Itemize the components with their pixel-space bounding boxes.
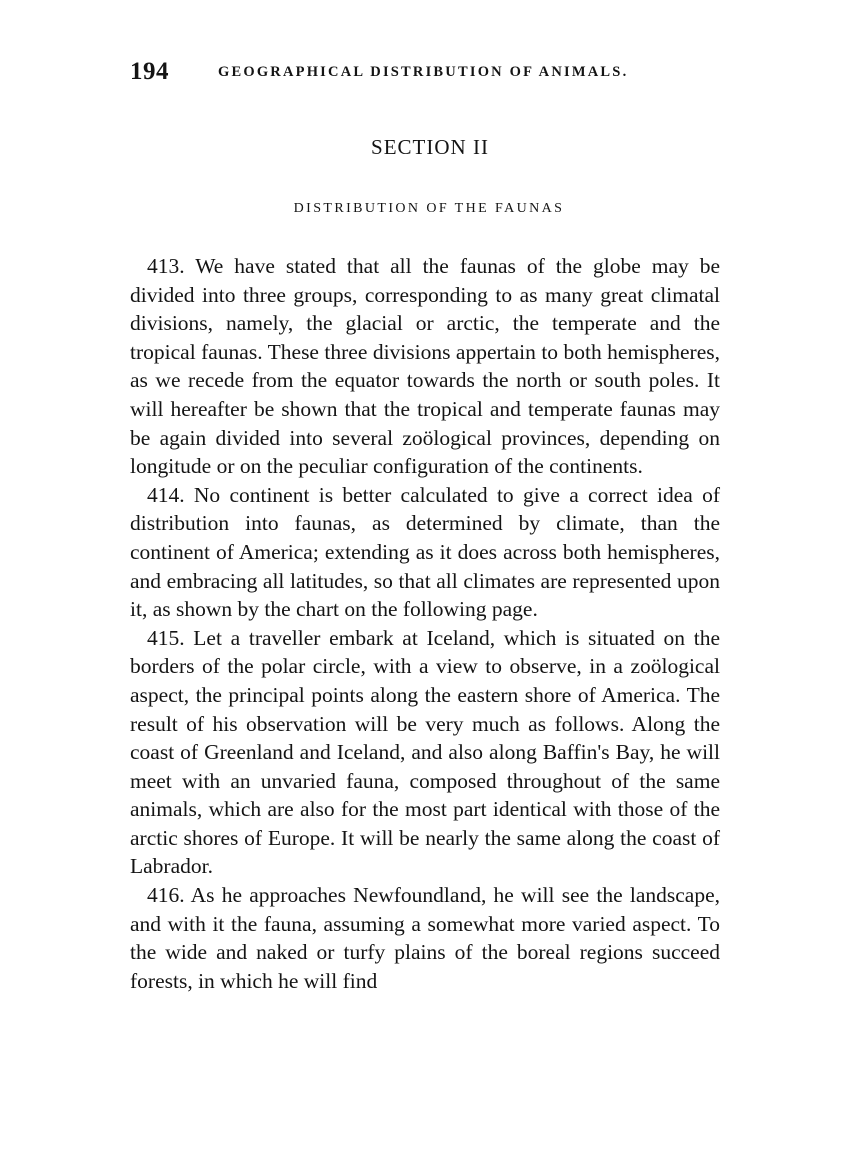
running-head	[130, 58, 730, 90]
running-title: GEOGRAPHICAL DISTRIBUTION OF ANIMALS.	[218, 64, 629, 80]
paragraph-414: 414. No continent is better calculated to give a correct idea of distribution into faunas, as determined by climate, than the continent of America; extending as it does across both hemispheres, and embracing all latitudes, so that all climates are represented upon it, as shown by the chart on the following page.	[130, 482, 720, 622]
paragraph-413: 413. We have stated that all the faunas of the globe may be divided into three groups, corresponding to as many great climatal divisions, namely, the glacial or arctic, the temperate and the tropical faunas. These three divisions appertain to both hemispheres, as we recede from the equator towards the north or south poles. It will hereafter be shown that the tropical and temperate faunas may be again divided into several zoölogical provinces, depending on longitude or on the peculiar configuration of the continents.	[130, 254, 720, 479]
page-number: 194	[130, 58, 169, 85]
paragraph-415: 415. Let a traveller embark at Iceland, which is situated on the borders of the polar circle, with a view to observe, in a zoölogical aspect, the principal points along the eastern shore of America. The result of his observation will be very much as follows. Along the coast of Greenland and Iceland, and also along Baffin's Bay, he will meet with an unvaried fauna, composed throughout of the same animals, which are also for the most part identical with those of the arctic shores of Europe. It will be nearly the same along the coast of Labrador.	[130, 625, 720, 879]
paragraph-416: 416. As he approaches Newfoundland, he will see the landscape, and with it the fauna, assuming a somewhat more varied aspect. To the wide and naked or turfy plains of the boreal regions succeed forests, in which he will find	[130, 883, 720, 993]
section-subheading: DISTRIBUTION OF THE FAUNAS	[293, 201, 565, 216]
body-text	[130, 252, 720, 995]
section-heading: SECTION II	[371, 135, 489, 159]
